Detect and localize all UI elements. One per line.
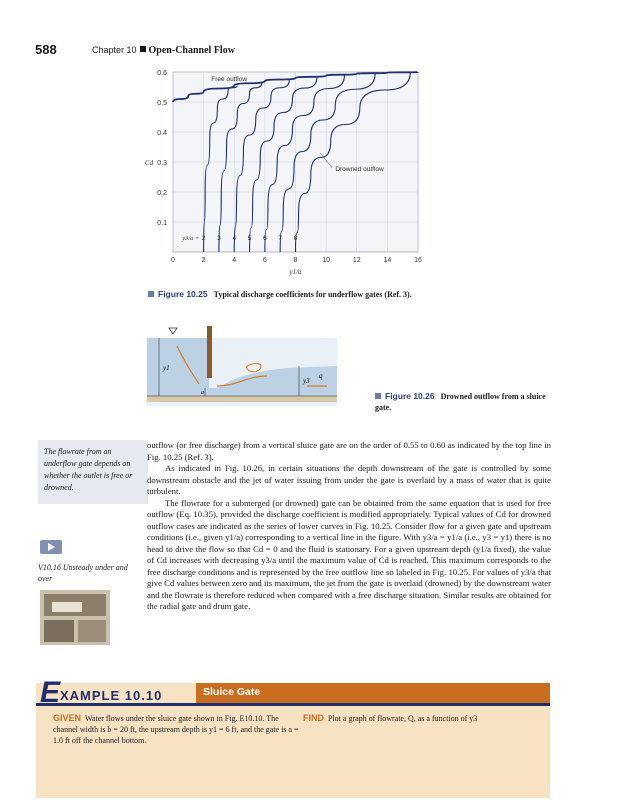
- ratio-value: 4: [232, 235, 237, 242]
- discharge-coefficient-chart: [128, 60, 428, 285]
- given-block: [53, 713, 303, 746]
- given-text: Water flows under the sluice gate shown in Fig. E10.10. The channel width is b = 20 ft, the upstream depth is y1 = 6 ft, and the gate is a = 1.0 ft off the channel bottom.: [53, 714, 299, 745]
- y-tick-label: 0.5: [157, 100, 167, 107]
- example-initial: E: [40, 676, 61, 709]
- bullet-square-icon: [140, 46, 146, 52]
- sluice-gate: [207, 326, 212, 378]
- figure-10-26-caption: [375, 391, 550, 413]
- y-tick-label: 0.4: [157, 130, 167, 137]
- y-axis-label: Cd: [145, 159, 154, 167]
- x-tick-label: 2: [201, 257, 206, 264]
- q-label: q: [319, 372, 323, 380]
- example-divider: [36, 703, 550, 706]
- ratio-value: 7: [278, 235, 282, 242]
- video-label[interactable]: V10.16 Unsteady under and over: [38, 563, 128, 583]
- y1-label: y1: [163, 364, 170, 372]
- figure-number: Figure 10.26: [385, 391, 435, 401]
- a-label: a: [201, 390, 204, 396]
- x-tick-label: 8: [293, 257, 298, 264]
- paragraph: outflow (or free discharge) from a vertical sluice gate are on the order of 0.55 to 0.60 as indicated by the top line in Fig. 10.25 (Ref. 3).: [147, 440, 551, 462]
- paragraph: The flowrate for a submerged (or drowned) gate can be obtained from the same equation that is used for free outflow (Eq. 10.35), provided the discharge coefficient is modified appropriately. Typical values of Cd for drowned outflow cases are indicated as the series of lower curves in Fig. 10.25. Consider flow for a given gate and upstream conditions (i.e., given y1/a) corresponding to a vertical line in the figure. With y3/a = y1/a (i.e., y3 = y1) there is no head to drive the flow so that Cd = 0 and the fluid is stationary. For a given upstream depth (y1/a fixed), the value of Cd increases with decreasing y3/a until the maximum value of Cd is reached. This maximum corresponds to the free discharge conditions and is represented by the free outflow line so labeled in Fig. 10.25. For values of y3/a that give Cd values between zero and its maximum, the jet from the gate is overlaid (drowned) by the downstream water and the flowrate is therefore reduced when compared with a free discharge situation. Similar results are obtained for the radial gate and drum gate.: [147, 497, 551, 611]
- chart-grid: [173, 72, 418, 252]
- find-label: FIND: [303, 713, 324, 723]
- x-tick-label: 12: [352, 257, 361, 264]
- x-axis-label: y1/a: [289, 268, 302, 276]
- example-subtitle: Sluice Gate: [203, 686, 261, 698]
- figure-10-25-caption: [148, 289, 568, 300]
- body-text: [147, 440, 551, 613]
- ratio-value: 6: [263, 235, 267, 242]
- ratio-value: 3: [217, 235, 221, 242]
- x-tick-label: 10: [322, 257, 331, 264]
- ratio-value: 5: [247, 235, 252, 242]
- ratio-label: y3/a =: [182, 235, 200, 242]
- figure-text: Drowned outflow from a sluice gate.: [375, 392, 546, 412]
- annotation-drowned-outflow: Drowned outflow: [335, 166, 384, 173]
- figure-number: Figure 10.25: [158, 289, 208, 299]
- channel-bottom: [147, 396, 337, 402]
- ratio-value: 2: [201, 235, 206, 242]
- y-tick-label: 0.1: [157, 220, 167, 227]
- figure-text: Typical discharge coefficients for underflow gates (Ref. 3).: [213, 290, 412, 299]
- x-tick-label: 14: [383, 257, 392, 264]
- chapter-title: Open-Channel Flow: [148, 45, 235, 56]
- find-text: Plot a graph of flowrate, Q, as a function of y3: [328, 714, 478, 723]
- y-tick-label: 0.6: [157, 70, 167, 77]
- x-tick-label: 4: [232, 257, 237, 264]
- x-tick-label: 0: [171, 257, 175, 264]
- ratio-value: 8: [293, 235, 298, 242]
- drowned-outflow-diagram: [147, 326, 337, 411]
- chapter-header: [92, 45, 235, 56]
- water-level-triangle-icon: [169, 328, 177, 334]
- page-number: 588: [35, 42, 57, 57]
- y3-label: y3: [303, 377, 310, 385]
- x-tick-label: 6: [262, 257, 267, 264]
- paragraph: As indicated in Fig. 10.26, in certain situations the depth downstream of the gate is controlled by some downstream obstacle and the jet of water issuing from under the gate is overlaid by a mass of water that is quite turbulent.: [147, 463, 551, 496]
- margin-note: The flowrate from an underflow gate depends on whether the outlet is free or drowned.: [38, 440, 148, 504]
- find-block: [303, 713, 543, 724]
- video-play-icon[interactable]: [40, 540, 62, 554]
- y-tick-label: 0.2: [157, 190, 167, 197]
- caption-square-icon: [148, 291, 154, 297]
- video-thumbnail[interactable]: [40, 590, 110, 645]
- x-tick-label: 16: [414, 257, 422, 264]
- chapter-label: Chapter 10: [92, 45, 137, 55]
- annotation-free-outflow: Free outflow: [211, 76, 248, 83]
- example-title: XAMPLE 10.10: [60, 688, 163, 703]
- given-label: GIVEN: [53, 713, 82, 723]
- y-tick-label: 0.3: [157, 160, 167, 167]
- caption-square-icon: [375, 393, 381, 399]
